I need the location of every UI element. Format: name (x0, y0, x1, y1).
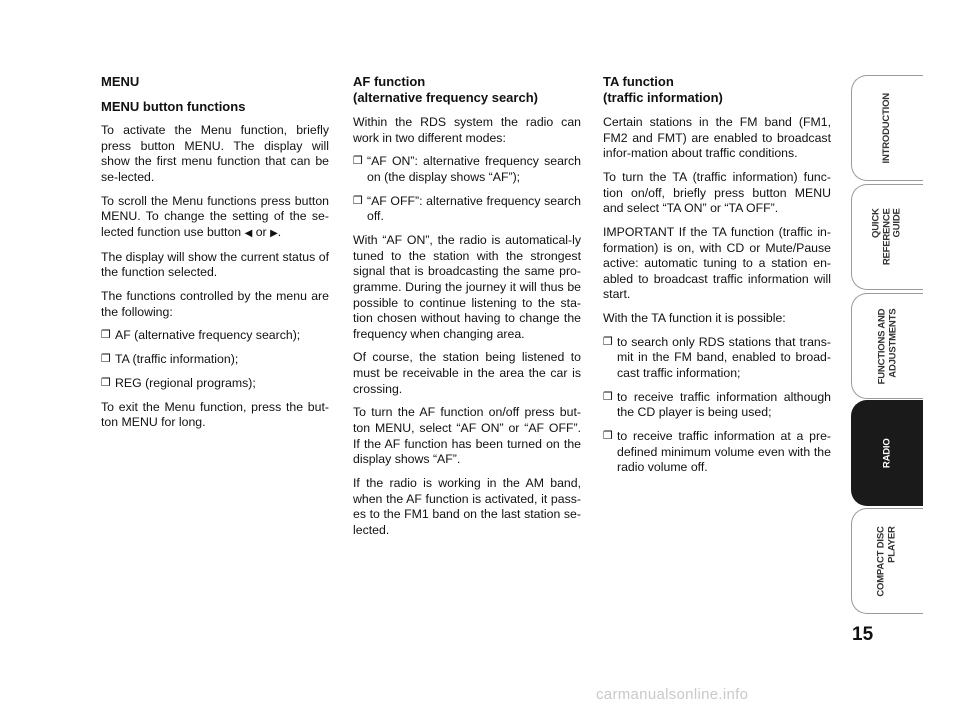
af-paragraph-1: Within the RDS system the radio can work in two different modes: (353, 115, 581, 145)
menu-paragraph-2-start: To scroll the Menu functions press button MENU. To change the setting of the se-lected function use button (101, 193, 329, 239)
af-paragraph-2: With “AF ON”, the radio is automatical-ly tuned to the station with the strongest signal that is broadcasting the same pro-gramme. During the journey it will thus be possible to continue listening to the sta-tion chosen without having to change the frequency when changing area. (353, 233, 581, 341)
tab-radio[interactable] (851, 400, 923, 506)
tab-functions-and-adjustments[interactable] (851, 293, 923, 399)
tab-compact-disc-player[interactable] (851, 508, 923, 614)
menu-subheading (101, 99, 329, 115)
list-item-text: “AF ON”: alternative frequency search on (the display shows “AF”); (367, 154, 581, 184)
list-item (353, 154, 581, 185)
checkbox-bullet-icon: ❒ (603, 430, 613, 443)
menu-paragraph-4: The functions controlled by the menu are the following: (101, 289, 329, 319)
ta-paragraph-1: Certain stations in the FM band (FM1, FM2 and FMT) are enabled to broadcast infor-mation about traffic conditions. (603, 115, 831, 161)
list-item-text: to search only RDS stations that trans-mit in the FM band, enabled to broad-cast traffic information; (617, 334, 831, 381)
af-heading (353, 74, 581, 107)
menu-heading: MENU (101, 74, 140, 89)
menu-subheading-rest: button functions (139, 98, 246, 114)
list-item (603, 335, 831, 382)
ta-paragraph-4: With the TA function it is possible: (603, 311, 786, 326)
tab-introduction[interactable] (851, 75, 923, 181)
list-item-text: REG (regional programs); (115, 376, 256, 391)
watermark: carmanualsonline.info (596, 686, 749, 703)
checkbox-bullet-icon: ❒ (101, 377, 111, 390)
list-item (101, 376, 329, 392)
page-number: 15 (852, 624, 874, 645)
checkbox-bullet-icon: ❒ (353, 194, 363, 207)
list-item-text: to receive traffic information at a pre-defined minimum volume even with the radio volume off. (617, 429, 831, 475)
tab-label: RADIO (881, 438, 893, 468)
list-item (603, 429, 831, 476)
menu-subheading-bold: MENU (101, 98, 140, 114)
tab-quick-reference-guide[interactable] (851, 184, 923, 290)
menu-paragraph-1: To activate the Menu function, briefly press button MENU. The display will show the first menu function that can be se-lected. (101, 123, 329, 184)
ta-paragraph-2: To turn the TA (traffic information) func-tion on/off, briefly press button MENU and select “TA ON” or “TA OFF”. (603, 169, 831, 216)
list-item (603, 390, 831, 421)
ta-paragraph-3: IMPORTANT If the TA function (traffic in-formation) is on, with CD or Mute/Pause active: automatic tuning to a station en-abled to broadcast traffic information will start. (603, 224, 831, 302)
ta-heading (603, 74, 831, 107)
list-item (101, 352, 329, 368)
checkbox-bullet-icon: ❒ (353, 155, 363, 168)
af-column (353, 74, 581, 547)
af-paragraph-4: To turn the AF function on/off press but-ton MENU, select “AF ON” or “AF OFF”. If the AF function has been turned on the display shows “AF”. (353, 405, 581, 467)
checkbox-bullet-icon: ❒ (101, 329, 111, 342)
left-arrow-icon: ◀ (244, 227, 253, 239)
right-arrow-icon: ▶ (270, 227, 278, 239)
menu-paragraph-2-or: or (252, 224, 271, 239)
af-heading-line-2: (alternative frequency search) (353, 90, 538, 106)
menu-paragraph-3: The display will show the current status of the function selected. (101, 249, 329, 280)
tab-label: COMPACT DISC PLAYER (875, 525, 898, 597)
af-paragraph-5: If the radio is working in the AM band, when the AF function is activated, it pass-es to the FM1 band on the last station se-lected. (353, 476, 581, 537)
af-heading-line-1: AF function (353, 74, 426, 89)
list-item (353, 194, 581, 225)
list-item-text: AF (alternative frequency search); (115, 328, 301, 343)
menu-paragraph-2 (101, 194, 329, 242)
tab-label: INTRODUCTION (881, 92, 893, 164)
ta-column (603, 74, 831, 484)
list-item (101, 328, 329, 344)
list-item-text: to receive traffic information although the CD player is being used; (617, 389, 831, 420)
checkbox-bullet-icon: ❒ (603, 335, 613, 348)
list-item-text: “AF OFF”: alternative frequency search off. (367, 193, 581, 224)
tab-label: FUNCTIONS AND ADJUSTMENTS (876, 308, 898, 384)
ta-heading-line-2: (traffic information) (603, 90, 723, 106)
tab-label: QUICK REFERENCE GUIDE (870, 208, 903, 266)
checkbox-bullet-icon: ❒ (101, 353, 111, 366)
af-paragraph-3: Of course, the station being listened to must be receivable in the area the car is crossing. (353, 350, 581, 396)
menu-column (101, 74, 329, 439)
list-item-text: TA (traffic information); (115, 352, 239, 367)
menu-paragraph-5: To exit the Menu function, press the but-ton MENU for long. (101, 399, 329, 430)
menu-paragraph-2-end: . (277, 224, 282, 239)
ta-heading-line-1: TA function (603, 74, 674, 89)
checkbox-bullet-icon: ❒ (603, 390, 613, 403)
